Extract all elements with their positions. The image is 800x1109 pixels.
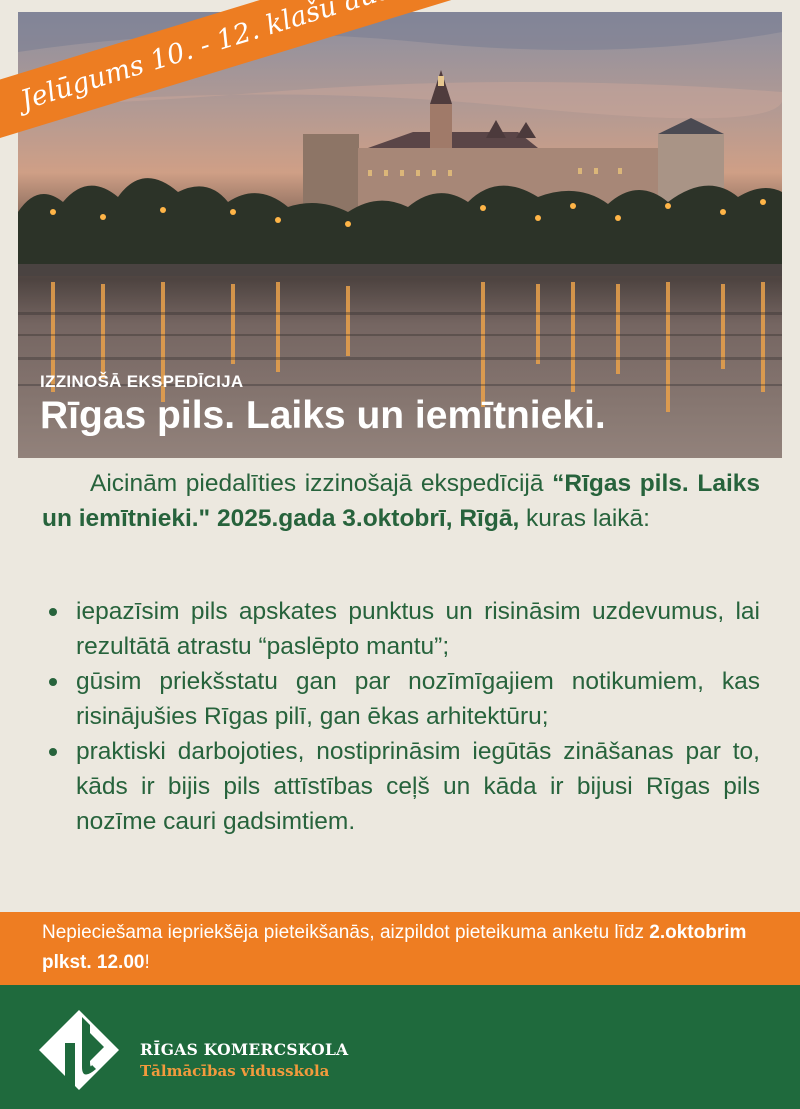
- notice-text-main: Nepieciešama iepriekšēja pieteikšanās, aizpildot pieteikuma anketu līdz: [42, 922, 650, 943]
- intro-paragraph: [42, 466, 760, 536]
- list-item: gūsim priekšstatu gan par nozīmīgajiem notikumiem, kas risinājušies Rīgas pilī, gan ēkas arhitektūru;: [42, 664, 760, 734]
- notice-deadline: 2.oktobrim plkst. 12.00: [42, 922, 747, 973]
- notice-text-end: !: [144, 952, 150, 973]
- footer: [0, 985, 800, 1109]
- activity-list: [42, 594, 760, 839]
- intro-text-end: kuras laikā:: [519, 505, 650, 532]
- school-logo-icon: [38, 1009, 120, 1091]
- list-item: praktiski darbojoties, nostiprināsim iegūtās zināšanas par to, kāds ir bijis pils attīstības ceļš un kāda ir bijusi Rīgas pils nozīme cauri gadsimtiem.: [42, 734, 760, 839]
- intro-highlight: “Rīgas pils. Laiks un iemītnieki." 2025.gada 3.oktobrī, Rīgā,: [42, 470, 761, 532]
- registration-notice: [0, 912, 800, 985]
- school-name: RĪGAS KOMERCSKOLA: [140, 1040, 349, 1059]
- hero-kicker: IZZINOŠĀ EKSPEDĪCIJA: [40, 372, 244, 391]
- list-item: iepazīsim pils apskates punktus un risināsim uzdevumus, lai rezultātā atrastu “paslēpto mantu”;: [42, 594, 760, 664]
- notice-text: [42, 918, 762, 978]
- hero-title: Rīgas pils. Laiks un iemītnieki.: [40, 394, 606, 437]
- school-subtitle: Tālmācības vidusskola: [140, 1062, 330, 1080]
- intro-text: Aicinām piedalīties izzinošajā ekspedīcijā: [90, 470, 553, 497]
